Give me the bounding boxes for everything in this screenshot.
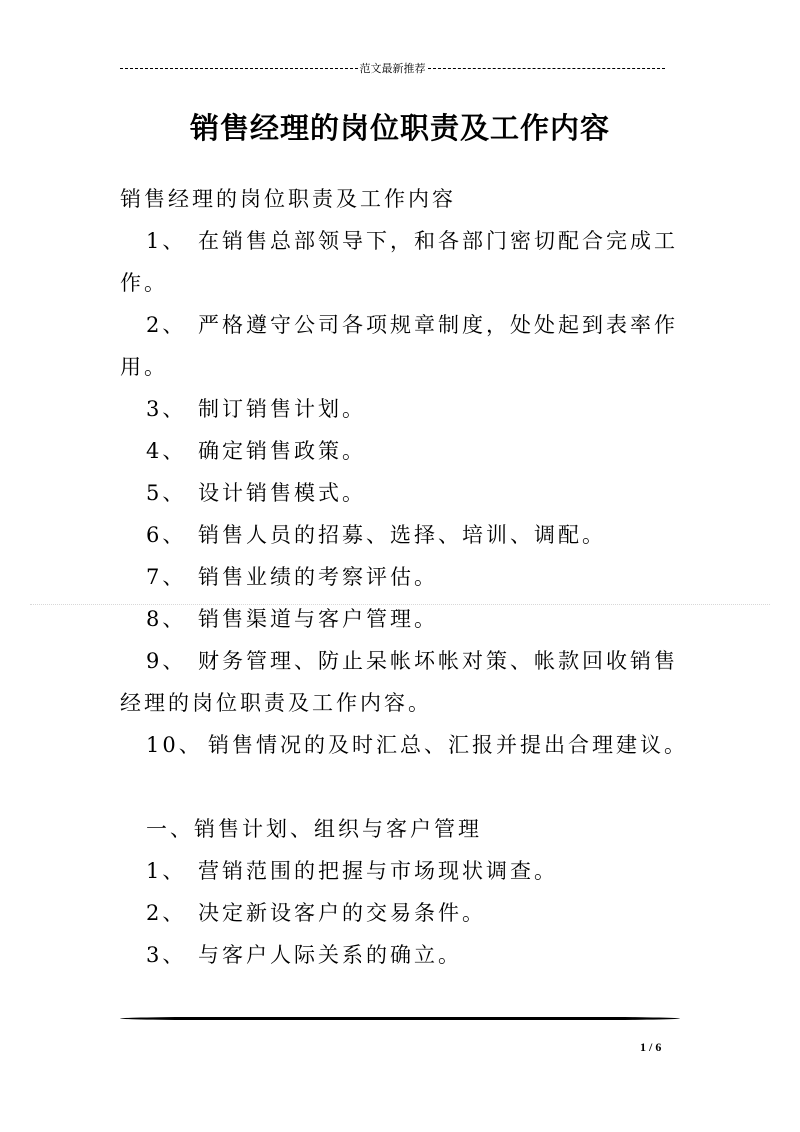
list-item (120, 850, 690, 892)
item-text: 设计销售模式。 (198, 481, 366, 505)
header-label: 范文最新推荐 (359, 62, 426, 75)
item-number: 1、 (146, 229, 187, 253)
list-item (120, 514, 690, 556)
item-text: 营销范围的把握与市场现状调查。 (198, 859, 558, 883)
item-number: 3、 (146, 397, 187, 421)
list-item (120, 640, 690, 682)
intro-paragraph: 销售经理的岗位职责及工作内容 (120, 187, 456, 211)
blank-line (120, 766, 690, 808)
header-dash-left (120, 68, 358, 69)
document-body (120, 178, 690, 976)
item-text: 制订销售计划。 (198, 397, 366, 421)
page-header (120, 60, 665, 76)
item-text: 财务管理、防止呆帐坏帐对策、帐款回收销售 (198, 649, 678, 673)
list-item (120, 304, 690, 346)
item-number: 4、 (146, 439, 187, 463)
page-fold-divider (30, 604, 770, 605)
page-number: 1 / 6 (640, 1040, 662, 1054)
list-item (120, 934, 690, 976)
list-item (120, 430, 690, 472)
item-number: 7、 (146, 565, 187, 589)
item-text: 决定新设客户的交易条件。 (198, 901, 486, 925)
item-text: 严格遵守公司各项规章制度，处处起到表率作 (198, 313, 678, 337)
list-item (120, 724, 690, 766)
section-heading: 一、销售计划、组织与客户管理 (146, 817, 482, 841)
item-continuation: 经理的岗位职责及工作内容。 (120, 691, 432, 715)
item-text: 在销售总部领导下，和各部门密切配合完成工 (198, 229, 678, 253)
list-item (120, 472, 690, 514)
item-number: 5、 (146, 481, 187, 505)
list-item (120, 220, 690, 262)
item-number: 6、 (146, 523, 187, 547)
item-number: 9、 (146, 649, 187, 673)
list-item (120, 388, 690, 430)
item-continuation: 用。 (120, 355, 168, 379)
footer-rule (120, 1016, 680, 1021)
item-number: 2、 (146, 313, 187, 337)
item-number: 3、 (146, 943, 187, 967)
item-number: 8、 (146, 607, 187, 631)
item-text: 销售渠道与客户管理。 (198, 607, 438, 631)
header-dash-right (428, 68, 666, 69)
item-number: 1、 (146, 859, 187, 883)
item-text: 与客户人际关系的确立。 (198, 943, 462, 967)
document-title: 销售经理的岗位职责及工作内容 (189, 111, 610, 145)
item-text: 确定销售政策。 (198, 439, 366, 463)
item-text: 销售情况的及时汇总、汇报并提出合理建议。 (208, 733, 688, 757)
item-continuation: 作。 (120, 271, 168, 295)
item-number: 10、 (146, 733, 203, 757)
item-number: 2、 (146, 901, 187, 925)
item-text: 销售人员的招募、选择、培训、调配。 (198, 523, 606, 547)
list-item (120, 556, 690, 598)
item-text: 销售业绩的考察评估。 (198, 565, 438, 589)
list-item (120, 892, 690, 934)
